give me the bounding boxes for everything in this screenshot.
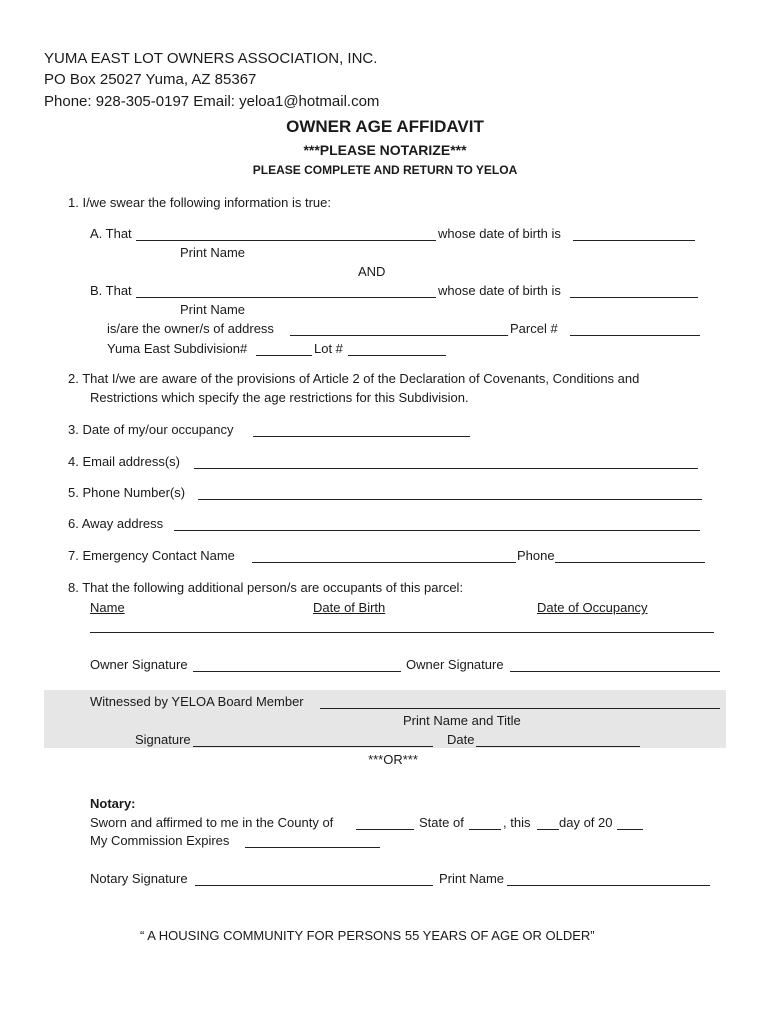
item-3: 3. Date of my/our occupancy bbox=[68, 422, 234, 437]
notary-print-name-field[interactable] bbox=[507, 885, 710, 886]
print-name-label-a: Print Name bbox=[180, 245, 246, 260]
notary-day-label: day of 20 bbox=[559, 815, 613, 830]
away-address-field[interactable] bbox=[174, 530, 700, 531]
owner-address-label: is/are the owner/s of address bbox=[107, 321, 274, 336]
owner-a-dob-label: whose date of birth is bbox=[438, 226, 561, 241]
col-occupancy-header: Date of Occupancy bbox=[537, 600, 648, 615]
item-7: 7. Emergency Contact Name bbox=[68, 548, 235, 563]
notarize-note: ***PLEASE NOTARIZE*** bbox=[303, 142, 467, 158]
lot-label: Lot # bbox=[314, 341, 343, 356]
notary-this-label: , this bbox=[503, 815, 531, 830]
owner-a-dob-field[interactable] bbox=[573, 240, 695, 241]
item-1: 1. I/we swear the following information is true: bbox=[68, 195, 332, 210]
notary-heading: Notary: bbox=[90, 796, 136, 811]
phone-number-field[interactable] bbox=[198, 499, 702, 500]
additional-occupants-field[interactable] bbox=[90, 632, 714, 633]
page-title: OWNER AGE AFFIDAVIT bbox=[286, 117, 484, 136]
item-5: 5. Phone Number(s) bbox=[68, 485, 186, 500]
item-4: 4. Email address(s) bbox=[68, 454, 180, 469]
owner-b-label: B. That bbox=[90, 283, 132, 298]
item-2-line-2: Restrictions which specify the age restrictions for this Subdivision. bbox=[90, 390, 469, 405]
org-address: PO Box 25027 Yuma, AZ 85367 bbox=[44, 71, 257, 88]
emergency-phone-label: Phone bbox=[517, 548, 555, 563]
emergency-contact-field[interactable] bbox=[252, 562, 516, 563]
print-name-title-label: Print Name and Title bbox=[403, 713, 521, 728]
owner-signature-label-1: Owner Signature bbox=[90, 657, 188, 672]
item-6: 6. Away address bbox=[68, 516, 164, 531]
commission-expires-field[interactable] bbox=[245, 847, 380, 848]
lot-field[interactable] bbox=[348, 355, 446, 356]
notary-signature-field[interactable] bbox=[195, 885, 433, 886]
org-name: YUMA EAST LOT OWNERS ASSOCIATION, INC. bbox=[44, 50, 378, 67]
notary-print-name-label: Print Name bbox=[439, 871, 505, 886]
notary-signature-label: Notary Signature bbox=[90, 871, 188, 886]
emergency-phone-field[interactable] bbox=[555, 562, 705, 563]
commission-label: My Commission Expires bbox=[90, 833, 230, 848]
and-label: AND bbox=[358, 264, 386, 279]
occupancy-date-field[interactable] bbox=[253, 436, 470, 437]
subdivision-label: Yuma East Subdivision# bbox=[107, 341, 248, 356]
owner-signature-field-2[interactable] bbox=[510, 671, 720, 672]
owner-a-name-field[interactable] bbox=[136, 240, 436, 241]
notary-sworn-label: Sworn and affirmed to me in the County of bbox=[90, 815, 334, 830]
owner-b-dob-field[interactable] bbox=[570, 297, 698, 298]
org-contact: Phone: 928-305-0197 Email: yeloa1@hotmail.com bbox=[44, 93, 380, 110]
owner-b-dob-label: whose date of birth is bbox=[438, 283, 561, 298]
notary-year-field[interactable] bbox=[617, 829, 643, 830]
witness-date-label: Date bbox=[447, 732, 475, 747]
notary-county-field[interactable] bbox=[356, 829, 414, 830]
notary-day-field[interactable] bbox=[537, 829, 559, 830]
notary-state-field[interactable] bbox=[469, 829, 501, 830]
owner-b-name-field[interactable] bbox=[136, 297, 436, 298]
notary-state-label: State of bbox=[419, 815, 464, 830]
witness-date-field[interactable] bbox=[476, 746, 640, 747]
parcel-label: Parcel # bbox=[510, 321, 558, 336]
witness-name-field[interactable] bbox=[320, 708, 720, 709]
owner-signature-field-1[interactable] bbox=[193, 671, 401, 672]
or-separator: ***OR*** bbox=[368, 752, 418, 767]
item-8: 8. That the following additional person/s are occupants of this parcel: bbox=[68, 580, 464, 595]
owner-address-field[interactable] bbox=[290, 335, 508, 336]
witness-signature-field[interactable] bbox=[193, 746, 433, 747]
print-name-label-b: Print Name bbox=[180, 302, 246, 317]
witness-label: Witnessed by YELOA Board Member bbox=[90, 694, 304, 709]
email-field[interactable] bbox=[194, 468, 698, 469]
instruction-note: PLEASE COMPLETE AND RETURN TO YELOA bbox=[252, 163, 518, 177]
subdivision-field[interactable] bbox=[256, 355, 312, 356]
witness-signature-label: Signature bbox=[135, 732, 191, 747]
footer-tagline: “ A HOUSING COMMUNITY FOR PERSONS 55 YEARS OF AGE OR OLDER” bbox=[140, 928, 595, 943]
item-2-line-1: 2. That I/we are aware of the provisions of Article 2 of the Declaration of Covenants, Conditions and bbox=[68, 371, 640, 386]
col-dob-header: Date of Birth bbox=[313, 600, 386, 615]
col-name-header: Name bbox=[90, 600, 125, 615]
owner-a-label: A. That bbox=[90, 226, 132, 241]
parcel-field[interactable] bbox=[570, 335, 700, 336]
owner-signature-label-2: Owner Signature bbox=[406, 657, 504, 672]
